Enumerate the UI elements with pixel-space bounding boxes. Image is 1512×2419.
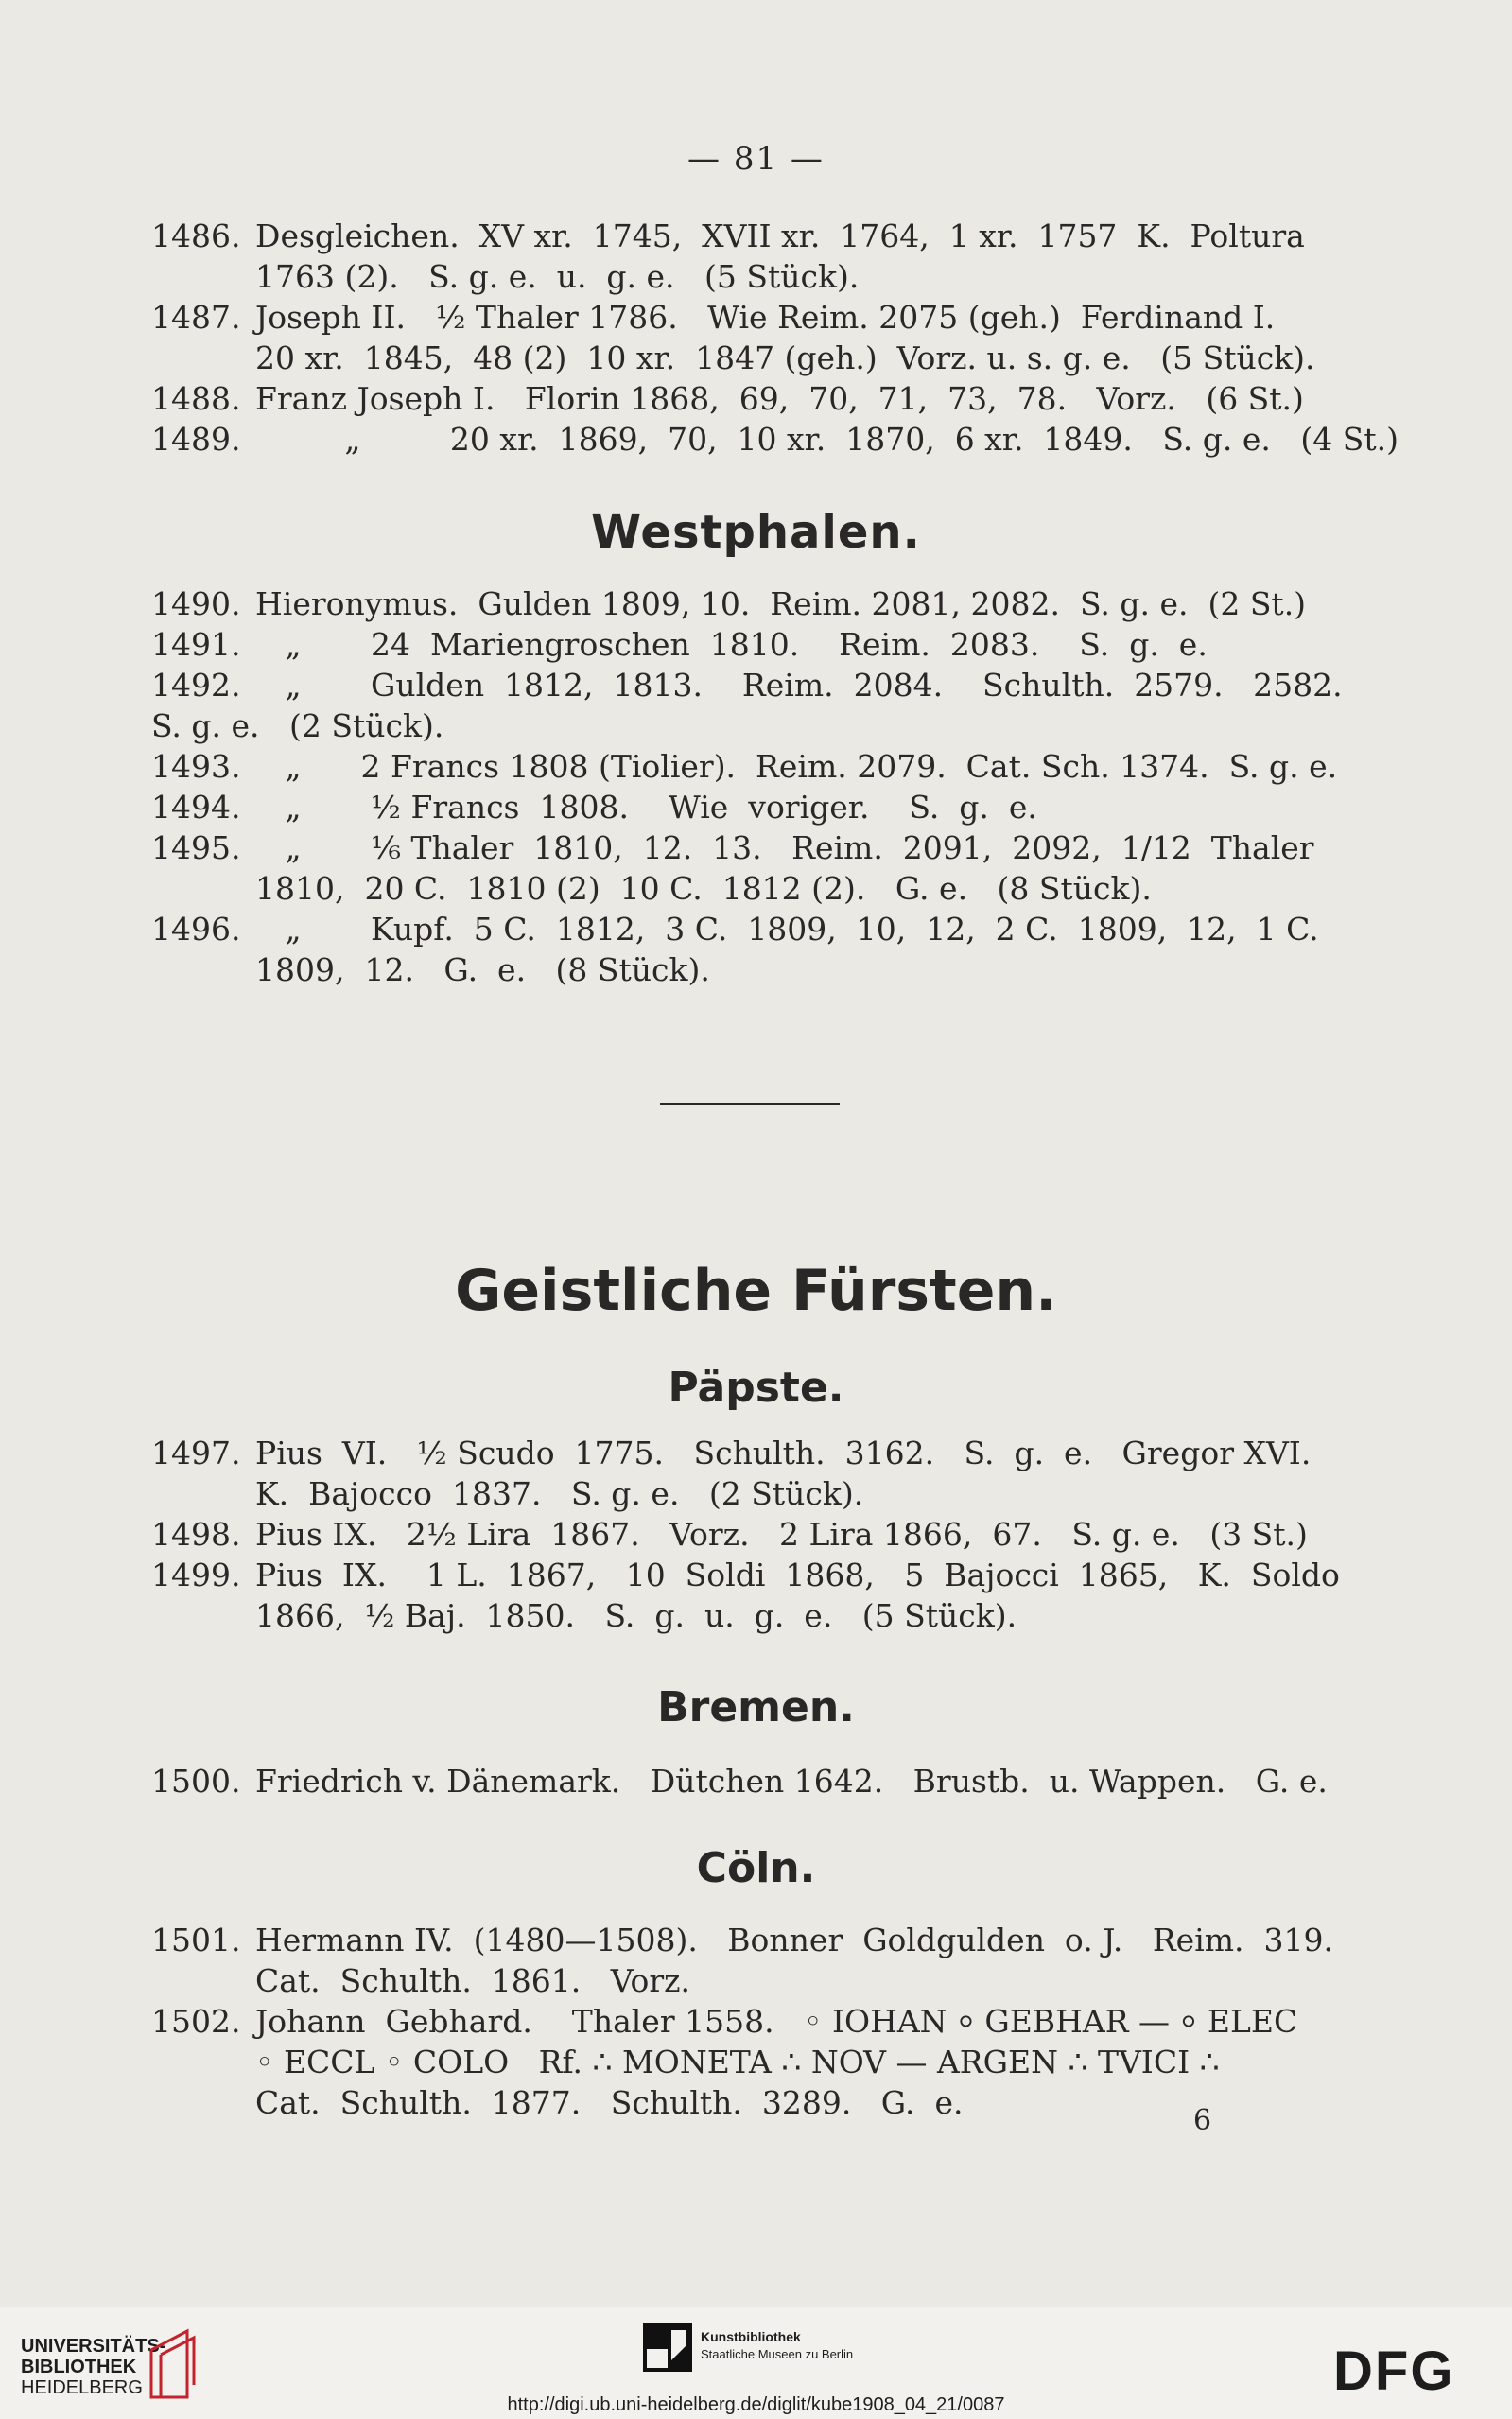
entry-line: Johann Gebhard. Thaler 1558. ◦ IOHAN ⸰ GEBHAR — ⸰ ELEC (255, 2003, 1298, 2040)
entry-text (151, 746, 1338, 787)
entries-paepste (151, 1433, 1340, 1636)
uni-line-3: HEIDELBERG (21, 2377, 143, 2398)
entry-line: Pius VI. ½ Scudo 1775. Schulth. 3162. S. g. e. Gregor XVI. (255, 1435, 1312, 1471)
entry-number: 1489. (151, 421, 241, 458)
entry-number: 1488. (151, 380, 241, 417)
signature-mark: 6 (1193, 2104, 1212, 2137)
entry-number: 1495. (151, 829, 241, 866)
catalogue-entry (151, 909, 1333, 990)
entry-text (151, 378, 1333, 419)
entries-austria (151, 216, 1399, 460)
catalogue-entry (151, 665, 1343, 746)
entry-text (151, 216, 1333, 297)
entry-text (151, 1433, 1333, 1514)
entry-line: Pius IX. 2½ Lira 1867. Vorz. 2 Lira 1866, 67. S. g. e. (3 St.) (255, 1516, 1308, 1553)
entry-text (151, 1514, 1333, 1555)
entry-line: Cat. Schulth. 1877. Schulth. 3289. G. e. (255, 2084, 964, 2121)
heading-bremen: Bremen. (657, 1683, 855, 1732)
entry-line: „ 20 xr. 1869, 70, 10 xr. 1870, 6 xr. 1849. S. g. e. (4 St.) (255, 421, 1399, 458)
entry-line: Joseph II. ½ Thaler 1786. Wie Reim. 2075 (geh.) Ferdinand I. (255, 299, 1276, 336)
entry-line: K. Bajocco 1837. S. g. e. (2 Stück). (255, 1475, 864, 1512)
catalogue-entry (151, 624, 1333, 665)
permalink-url[interactable]: http://digi.ub.uni-heidelberg.de/diglit/kube1908_04_21/0087 (507, 2394, 1005, 2415)
entry-number: 1497. (151, 1435, 241, 1471)
footer-bar (0, 2307, 1512, 2419)
entry-text (151, 787, 1333, 827)
entry-text (151, 1761, 1333, 1801)
entry-number: 1501. (151, 1922, 241, 1958)
heading-westphalen: Westphalen. (591, 506, 921, 559)
entry-text (151, 665, 1343, 746)
entry-number: 1493. (151, 748, 241, 785)
kunstbibliothek-text (701, 2328, 853, 2363)
kb-line-2: Staatliche Museen zu Berlin (701, 2347, 854, 2361)
entry-number: 1500. (151, 1763, 241, 1800)
entry-line: „ ⅙ Thaler 1810, 12. 13. Reim. 2091, 2092, 1/12 Thaler (255, 829, 1314, 866)
entry-number: 1499. (151, 1557, 241, 1593)
catalogue-entry (151, 1761, 1333, 1801)
entry-line: ◦ ECCL ◦ COLO Rf. ∴ MONETA ∴ NOV — ARGEN ∴ TVICI ∴ (255, 2044, 1220, 2080)
entries-coeln (151, 1920, 1333, 2123)
entry-line: „ ½ Francs 1808. Wie voriger. S. g. e. (255, 789, 1037, 826)
entry-line: Pius IX. 1 L. 1867, 10 Soldi 1868, 5 Bajocci 1865, K. Soldo (255, 1557, 1340, 1593)
uni-line-1: UNIVERSITÄTS- (21, 2336, 166, 2357)
catalogue-entry (151, 1555, 1340, 1636)
entry-text (151, 624, 1333, 665)
entry-line: 1810, 20 C. 1810 (2) 10 C. 1812 (2). G. e. (8 Stück). (255, 870, 1152, 907)
heading-coeln: Cöln. (696, 1844, 816, 1892)
entry-number: 1496. (151, 911, 241, 948)
catalogue-entry (151, 1433, 1333, 1514)
entry-line: Hermann IV. (1480—1508). Bonner Goldgulden o. J. Reim. 319. (255, 1922, 1333, 1958)
entry-line: „ Kupf. 5 C. 1812, 3 C. 1809, 10, 12, 2 C. 1809, 12, 1 C. (255, 911, 1319, 948)
entry-text (151, 419, 1399, 460)
entry-text (151, 583, 1333, 624)
catalogue-entry (151, 2001, 1333, 2123)
entry-number: 1487. (151, 299, 241, 336)
catalogue-entry (151, 1920, 1333, 2001)
entry-line: Desgleichen. XV xr. 1745, XVII xr. 1764, 1 xr. 1757 K. Poltura (255, 218, 1305, 254)
entry-text (151, 1555, 1340, 1636)
heading-paepste: Päpste. (668, 1364, 844, 1412)
entry-text (151, 297, 1333, 378)
entry-line: 1809, 12. G. e. (8 Stück). (255, 951, 710, 988)
entry-number: 1494. (151, 789, 241, 826)
catalogue-entry (151, 297, 1333, 378)
entry-line: S. g. e. (2 Stück). (151, 707, 444, 744)
entries-westphalen (151, 583, 1343, 990)
entry-number: 1490. (151, 585, 241, 622)
uni-line-2: BIBLIOTHEK (21, 2357, 137, 2377)
entry-number: 1492. (151, 667, 241, 704)
entry-number: 1498. (151, 1516, 241, 1553)
catalogue-entry (151, 419, 1399, 460)
entry-line: Hieronymus. Gulden 1809, 10. Reim. 2081, 2082. S. g. e. (2 St.) (255, 585, 1307, 622)
entry-text (151, 909, 1333, 990)
entry-line: 1763 (2). S. g. e. u. g. e. (5 Stück). (255, 258, 860, 295)
entry-text (151, 2001, 1333, 2123)
catalogue-entry (151, 787, 1333, 827)
entry-line: Franz Joseph I. Florin 1868, 69, 70, 71, 73, 78. Vorz. (6 St.) (255, 380, 1304, 417)
entry-line: 20 xr. 1845, 48 (2) 10 xr. 1847 (geh.) Vorz. u. s. g. e. (5 Stück). (255, 339, 1315, 376)
entry-line: „ 24 Mariengroschen 1810. Reim. 2083. S. g. e. (255, 626, 1208, 663)
heading-geistliche-fuersten: Geistliche Fürsten. (455, 1258, 1057, 1324)
section-divider (660, 1103, 840, 1105)
entry-line: „ Gulden 1812, 1813. Reim. 2084. Schulth. 2579. 2582. (255, 667, 1343, 704)
catalogue-entry (151, 378, 1333, 419)
dfg-logo: DFG (1333, 2341, 1455, 2402)
catalogue-entry (151, 216, 1333, 297)
entry-line: Friedrich v. Dänemark. Dütchen 1642. Brustb. u. Wappen. G. e. (255, 1763, 1328, 1800)
catalogue-entry (151, 746, 1338, 787)
entry-line: 1866, ½ Baj. 1850. S. g. u. g. e. (5 Stück). (255, 1597, 1017, 1634)
entry-number: 1486. (151, 218, 241, 254)
kunstbibliothek-logo-icon (643, 2323, 692, 2376)
catalogue-entry (151, 827, 1333, 909)
entry-number: 1491. (151, 626, 241, 663)
entries-bremen (151, 1761, 1333, 1801)
entry-text (151, 827, 1333, 909)
page-number: — 81 — (687, 140, 825, 178)
entry-line: „ 2 Francs 1808 (Tiolier). Reim. 2079. Cat. Sch. 1374. S. g. e. (255, 748, 1338, 785)
entry-line: Cat. Schulth. 1861. Vorz. (255, 1962, 691, 1999)
catalogue-entry (151, 583, 1333, 624)
catalogue-entry (151, 1514, 1333, 1555)
kb-line-1: Kunstbibliothek (701, 2329, 801, 2344)
entry-text (151, 1920, 1333, 2001)
entry-number: 1502. (151, 2003, 241, 2040)
